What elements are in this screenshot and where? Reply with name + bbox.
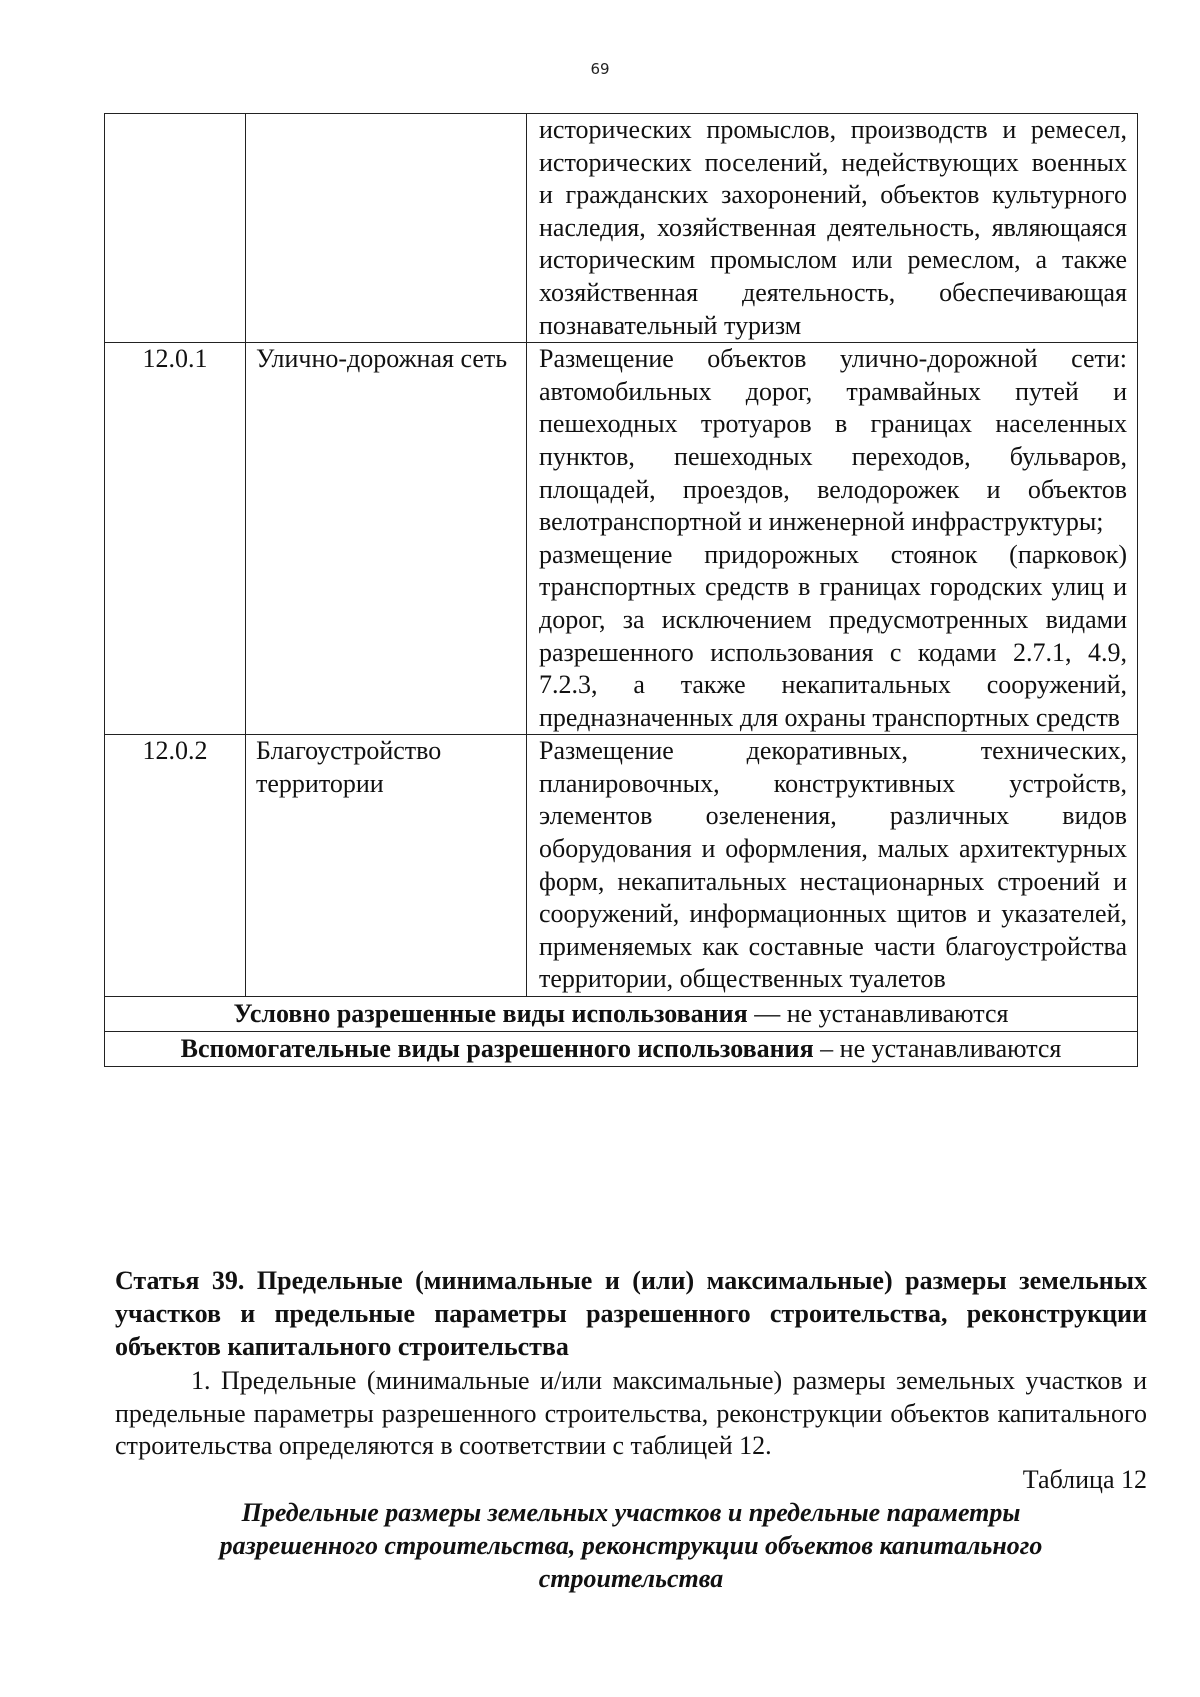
page-number: 69	[590, 60, 610, 78]
code-cell: 12.0.1	[105, 343, 246, 735]
name-cell	[246, 114, 527, 343]
table-row	[105, 735, 1138, 997]
code-cell: 12.0.2	[105, 735, 246, 997]
auxiliary-uses-row	[105, 1032, 1138, 1067]
description-cell	[527, 343, 1138, 735]
description-paragraph: Размещение объектов улично-дорожной сети: автомобильных дорог, трамвайных путей и пешеходных тротуаров в границах населенных пунктов, пешеходных переходов, бульваров, площадей, проездов, велодорожек и объектов велотранспортной и инженерной инфраструктуры;	[539, 344, 1127, 537]
conditional-uses-row	[105, 997, 1138, 1032]
conditional-uses-status: — не устанавливаются	[747, 999, 1009, 1029]
auxiliary-uses-heading: Вспомогательные виды разрешенного использования	[180, 1034, 814, 1064]
code-cell	[105, 114, 246, 343]
conditional-uses-cell	[105, 997, 1138, 1032]
table-title: Предельные размеры земельных участков и предельные параметры разрешенного строительства, реконструкции объектов капитального строительства	[219, 1498, 1043, 1593]
article-title: Статья 39. Предельные (минимальные и (или) максимальные) размеры земельных участков и предельные параметры разрешенного строительства, реконструкции объектов капитального строительства	[115, 1266, 1147, 1361]
article-paragraph: 1. Предельные (минимальные и/или максимальные) размеры земельных участков и предельные параметры разрешенного строительства, реконструкции объектов капитального строительства определяются в соответствии с таблицей 12.	[115, 1366, 1147, 1460]
table-row	[105, 343, 1138, 735]
description-cell	[527, 114, 1138, 343]
auxiliary-uses-cell	[105, 1032, 1138, 1067]
table-row	[105, 114, 1138, 343]
auxiliary-uses-status: – не устанавливаются	[813, 1034, 1062, 1064]
land-use-table	[104, 113, 1138, 1067]
name-cell: Улично-дорожная сеть	[246, 343, 527, 735]
description-paragraph: размещение придорожных стоянок (парковок) транспортных средств в границах городских улиц и дорог, за исключением предусмотренных видами разрешенного использования с кодами 2.7.1, 4.9, 7.2.3, а также некапитальных сооружений, предназначенных для охраны транспортных средств	[539, 539, 1127, 732]
description-paragraph: Размещение декоративных, технических, планировочных, конструктивных устройств, элементов озеленения, различных видов оборудования и оформления, малых архитектурных форм, некапитальных нестационарных строений и сооружений, информационных щитов и указателей, применяемых как составные части благоустройства территории, общественных туалетов	[539, 736, 1127, 994]
description-cell	[527, 735, 1138, 997]
table-label: Таблица 12	[1022, 1465, 1147, 1494]
name-cell: Благоустройство территории	[246, 735, 527, 997]
conditional-uses-heading: Условно разрешенные виды использования	[233, 999, 748, 1029]
description-paragraph: исторических промыслов, производств и ремесел, исторических поселений, недействующих военных и гражданских захоронений, объектов культурного наследия, хозяйственная деятельность, являющаяся историческим промыслом или ремеслом, а также хозяйственная деятельность, обеспечивающая познавательный туризм	[539, 115, 1127, 340]
